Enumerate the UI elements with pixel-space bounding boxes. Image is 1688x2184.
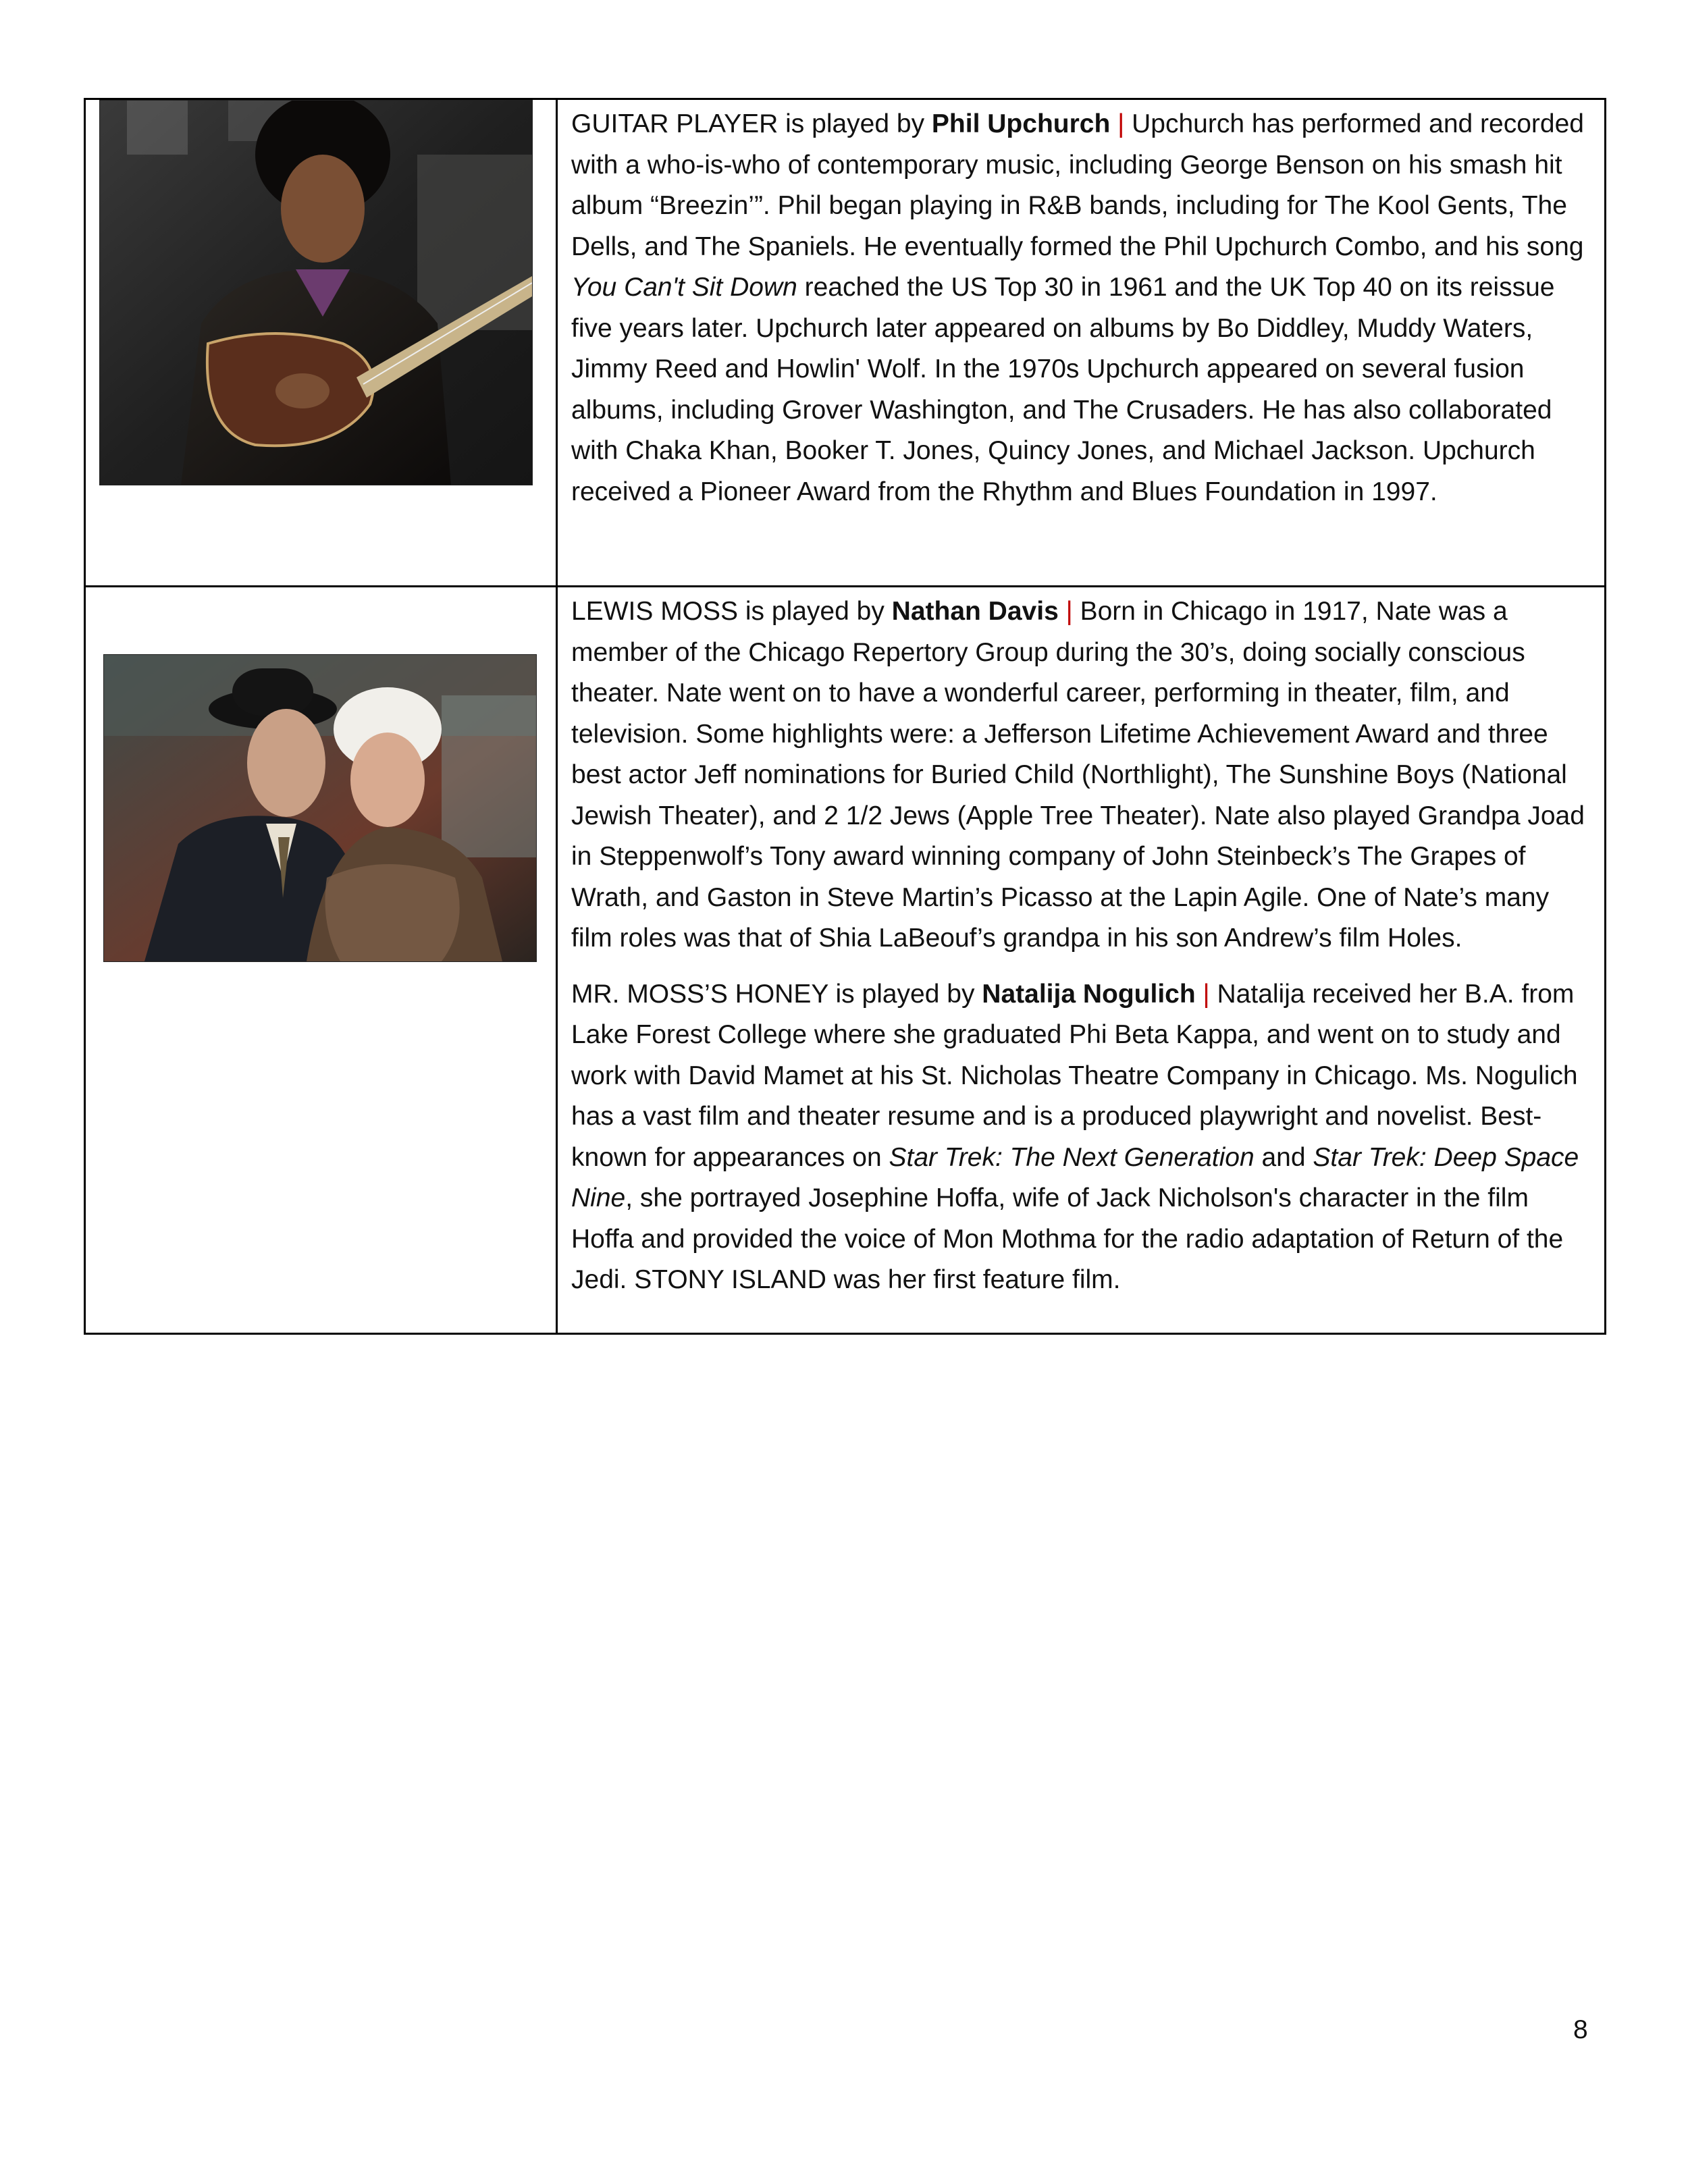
separator: | bbox=[1065, 597, 1073, 626]
bio-text bbox=[558, 587, 1604, 1301]
role-text: MR. MOSS’S HONEY is played by bbox=[571, 979, 982, 1009]
actor-name: Phil Upchurch bbox=[931, 109, 1111, 138]
bio-body: Upchurch has performed and recorded with a who-is-who of contemporary music, including George Benson on his smash hit album “Breezin’”. Phil began playing in R&B bands, including for The Kool Gents, The Dells, and The Spaniels. He eventually formed the Phil Upchurch Combo, and his song bbox=[571, 109, 1584, 261]
bio-paragraph bbox=[571, 974, 1592, 1301]
role-text: GUITAR PLAYER is played by bbox=[571, 109, 932, 138]
bio-body: and bbox=[1254, 1142, 1313, 1172]
show-title: Star Trek: Deep Space Nine bbox=[571, 1142, 1579, 1213]
guitar-player-photo bbox=[99, 100, 533, 485]
guitar-player-photo-icon bbox=[100, 101, 532, 485]
bio-body: , she portrayed Josephine Hoffa, wife of Jack Nicholson's character in the film Hoffa and provided the voice of Mon Mothma for the radio adaptation of Return of the Jedi. STONY ISLAND was her first feature film. bbox=[571, 1183, 1564, 1294]
page-number: 8 bbox=[1573, 2015, 1588, 2044]
bio-body: Natalija received her B.A. from Lake Forest College where she graduated Phi Beta Kappa, and went on to study and work with David Mamet at his St. Nicholas Theatre Company in Chicago. Ms. Nogulich has a vast film and theater resume and is a produced playwright and novelist. Best-known for appearances on bbox=[571, 979, 1578, 1172]
bio-paragraph bbox=[571, 591, 1592, 959]
show-title: Star Trek: The Next Generation bbox=[889, 1142, 1255, 1172]
separator: | bbox=[1203, 979, 1210, 1009]
role-text: LEWIS MOSS is played by bbox=[571, 597, 892, 626]
bio-body: Born in Chicago in 1917, Nate was a member of the Chicago Repertory Group during the 30’s, doing socially conscious theater. Nate went on to have a wonderful career, performing in theater, film, and television. Some highlights were: a Jefferson Lifetime Achievement Award and three best actor Jeff nominations for Buried Child (Northlight), The Sunshine Boys (National Jewish Theater), and 2 1/2 Jews (Apple Tree Theater). Nate also played Grandpa Joad in Steppenwolf’s Tony award winning company of John Steinbeck’s The Grapes of Wrath, and Gaston in Steve Martin’s Picasso at the Lapin Agile. One of Nate’s many film roles was that of Shia LaBeouf’s grandpa in his son Andrew’s film Holes. bbox=[571, 597, 1585, 953]
couple-photo-icon bbox=[104, 655, 536, 961]
actor-name: Nathan Davis bbox=[891, 597, 1059, 626]
actor-name: Natalija Nogulich bbox=[982, 979, 1196, 1009]
separator: | bbox=[1117, 109, 1125, 138]
bio-text bbox=[558, 100, 1604, 512]
bio-body: reached the US Top 30 in 1961 and the UK Top 40 on its reissue five years later. Upchurch later appeared on albums by Bo Diddley, Muddy Waters, Jimmy Reed and Howlin' Wolf. In the 1970s Upchurch appeared on several fusion albums, including Grover Washington, and The Crusaders. He has also collaborated with Chaka Khan, Booker T. Jones, Quincy Jones, and Michael Jackson. Upchurch received a Pioneer Award from the Rhythm and Blues Foundation in 1997. bbox=[571, 273, 1555, 506]
song-title: You Can't Sit Down bbox=[571, 273, 797, 302]
couple-photo bbox=[103, 654, 537, 962]
bio-paragraph bbox=[571, 104, 1592, 512]
bio-cell bbox=[557, 587, 1606, 1334]
bio-cell bbox=[557, 99, 1606, 587]
